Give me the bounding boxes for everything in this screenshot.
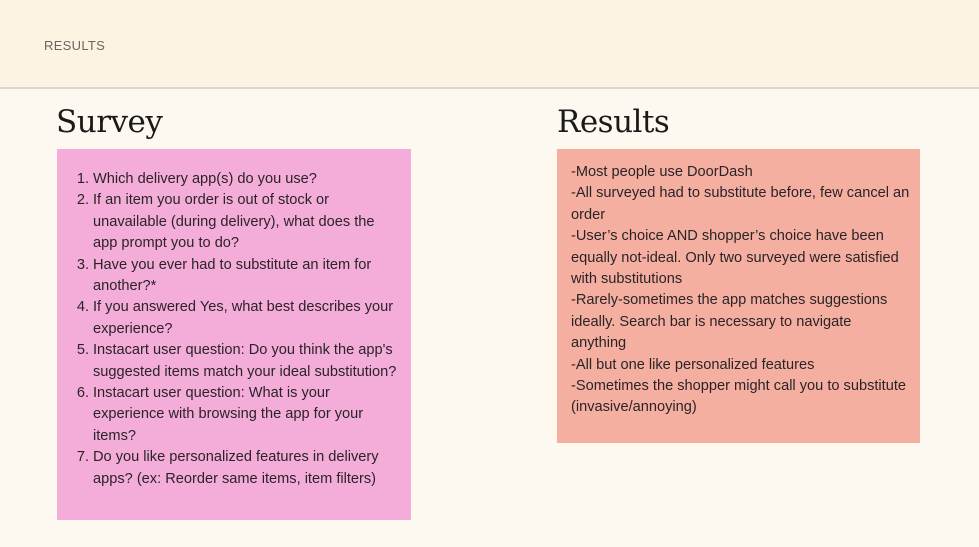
question-number: 7. [76, 449, 89, 466]
survey-question [73, 169, 397, 190]
question-text: Which delivery app(s) do you use? [93, 171, 317, 187]
question-number: 6. [76, 385, 89, 402]
result-item: -User’s choice AND shopper’s choice have been equally not-ideal. Only two surveyed were satisfied with substitutions [571, 228, 899, 288]
question-text: Have you ever had to substitute an item for another?* [93, 256, 372, 295]
question-number: 3. [76, 256, 89, 273]
result-item: -All but one like personalized features [571, 356, 815, 373]
survey-question [73, 255, 397, 298]
survey-question [73, 340, 397, 383]
survey-title: Survey [56, 104, 163, 140]
question-number: 2. [76, 192, 89, 209]
result-item: -Sometimes the shopper might call you to substitute (invasive/annoying) [571, 378, 907, 416]
section-label: RESULTS [44, 38, 106, 53]
survey-question [73, 447, 397, 490]
question-number: 5. [76, 342, 89, 359]
question-text: Instacart user question: Do you think the app's suggested items match your ideal substitution? [93, 342, 397, 380]
header-bar [0, 0, 979, 89]
question-text: Do you like personalized features in delivery apps? (ex: Reorder same items, item filters) [93, 449, 379, 487]
survey-question [73, 297, 397, 340]
question-text: Instacart user question: What is your experience with browsing the app for your items? [93, 385, 364, 444]
question-text: If you answered Yes, what best describes your experience? [93, 299, 394, 337]
survey-question [73, 190, 397, 254]
question-text: If an item you order is out of stock or unavailable (during delivery), what does the app prompt you to do? [93, 192, 375, 252]
question-number: 4. [76, 299, 89, 316]
result-item: -All surveyed had to substitute before, few cancel an order [571, 185, 910, 223]
results-card [557, 149, 920, 443]
question-number: 1. [76, 171, 89, 187]
result-item: -Most people use DoorDash [571, 164, 753, 180]
results-list [571, 162, 910, 419]
result-item: -Rarely-sometimes the app matches suggestions ideally. Search bar is necessary to navigate anything [571, 292, 888, 352]
results-title: Results [557, 104, 670, 140]
survey-question [73, 383, 397, 447]
survey-card [57, 149, 411, 520]
survey-question-list [73, 169, 397, 490]
